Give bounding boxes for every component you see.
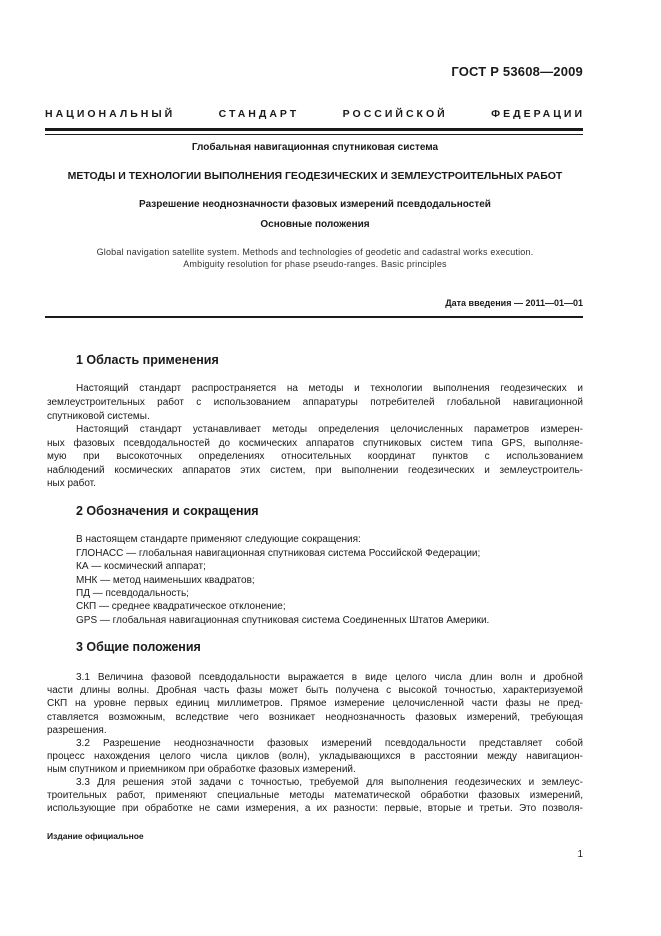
paragraph-line: ным спутником и приемником при обработке фазовых измерений. (47, 764, 356, 775)
date-rule (45, 316, 583, 318)
abbreviation-item: КА — космический аппарат; (76, 561, 206, 572)
subtitle: Разрешение неоднозначности фазовых измерений псевдодальностей (139, 199, 491, 210)
abbreviation-intro: В настоящем стандарте применяют следующие сокращения: (76, 534, 361, 545)
paragraph-line: Настоящий стандарт устанавливает методы определения целочисленных параметров измерен- (76, 424, 583, 435)
gost-number: ГОСТ Р 53608—2009 (451, 64, 583, 79)
abbreviation-item: МНК — метод наименьших квадратов; (76, 575, 255, 586)
edition-label: Издание официальное (47, 831, 144, 841)
basic-title: Основные положения (260, 219, 370, 230)
standard-title: НАЦИОНАЛЬНЫЙ СТАНДАРТ РОССИЙСКОЙ ФЕДЕРАЦИИ (45, 108, 585, 120)
paragraph-line: 3.2 Разрешение неоднозначности фазовых измерений псевдодальности представляет собой (76, 738, 583, 749)
paragraph-line: Настоящий стандарт распространяется на методы и технологии выполнения геодезических и (76, 383, 583, 394)
intro-date: Дата введения — 2011—01—01 (445, 298, 583, 308)
paragraph-line: 3.3 Для решения этой задачи с точностью, требуемой для выполнения геодезических и землеус- (76, 777, 583, 788)
abbreviation-item: ПД — псевдодальность; (76, 588, 189, 599)
section-heading-scope: 1 Область применения (76, 353, 219, 367)
english-title-line: Ambiguity resolution for phase pseudo-ranges. Basic principles (183, 259, 447, 269)
paragraph-line: ставляется возможным, вследствие чего возникает неоднозначность фазовых измерений, требующая (47, 712, 583, 723)
system-title: Глобальная навигационная спутниковая система (191, 142, 439, 153)
page-number: 1 (577, 849, 583, 860)
title-rule-thick (45, 128, 583, 131)
paragraph-line: разрешения. (47, 725, 107, 736)
paragraph-line: землеустроительных работ с использованием аппаратуры потребителей глобальной навигационной (47, 397, 583, 408)
abbreviation-item: GPS — глобальная навигационная спутниковая система Соединенных Штатов Америки. (76, 615, 490, 626)
paragraph-line: использующие при обработке не сами измерения, а их разности: первые, вторые и третьи. Это позволя- (47, 803, 583, 814)
paragraph-line: процесс нахождения целого числа циклов (волн), укладывающихся в расстоянии между навигацион- (47, 751, 583, 762)
abbreviation-item: ГЛОНАСС — глобальная навигационная спутниковая система Российской Федерации; (76, 548, 481, 559)
paragraph-line: ных работ. (47, 478, 96, 489)
english-title-line: Global navigation satellite system. Methods and technologies of geodetic and cadastral works execution. (96, 247, 534, 257)
abbreviation-item: СКП — среднее квадратическое отклонение; (76, 601, 286, 612)
section-heading-general: 3 Общие положения (76, 640, 201, 654)
paragraph-line: СКП на уровне первых единиц миллиметров. Прямое измерение целочисленной части фазы не пред- (47, 698, 583, 709)
title-rule-thin (45, 134, 583, 135)
paragraph-line: мую при высокоточных определениях относительных координат пунктов с использованием (47, 451, 583, 462)
paragraph-line: спутниковой системы. (47, 411, 150, 422)
paragraph-line: части длины волны. Дробная часть фазы может быть получена с высокой точностью, характеризуемой (47, 685, 583, 696)
section-heading-abbreviations: 2 Обозначения и сокращения (76, 504, 259, 518)
main-title: МЕТОДЫ И ТЕХНОЛОГИИ ВЫПОЛНЕНИЯ ГЕОДЕЗИЧЕСКИХ И ЗЕМЛЕУСТРОИТЕЛЬНЫХ РАБОТ (67, 170, 563, 182)
paragraph-line: 3.1 Величина фазовой псевдодальности выражается в виде целого числа длин волн и дробной (76, 672, 583, 683)
paragraph-line: троительных работ, применяют специальные методы математической обработки фазовых измерений, (47, 790, 583, 801)
paragraph-line: наблюдений космических аппаратов этих систем, при выполнении геодезических и землеустроитель- (47, 465, 583, 476)
paragraph-line: ных фазовых псевдодальностей до космических аппаратов спутниковых систем типа GPS, выполняе- (47, 438, 583, 449)
